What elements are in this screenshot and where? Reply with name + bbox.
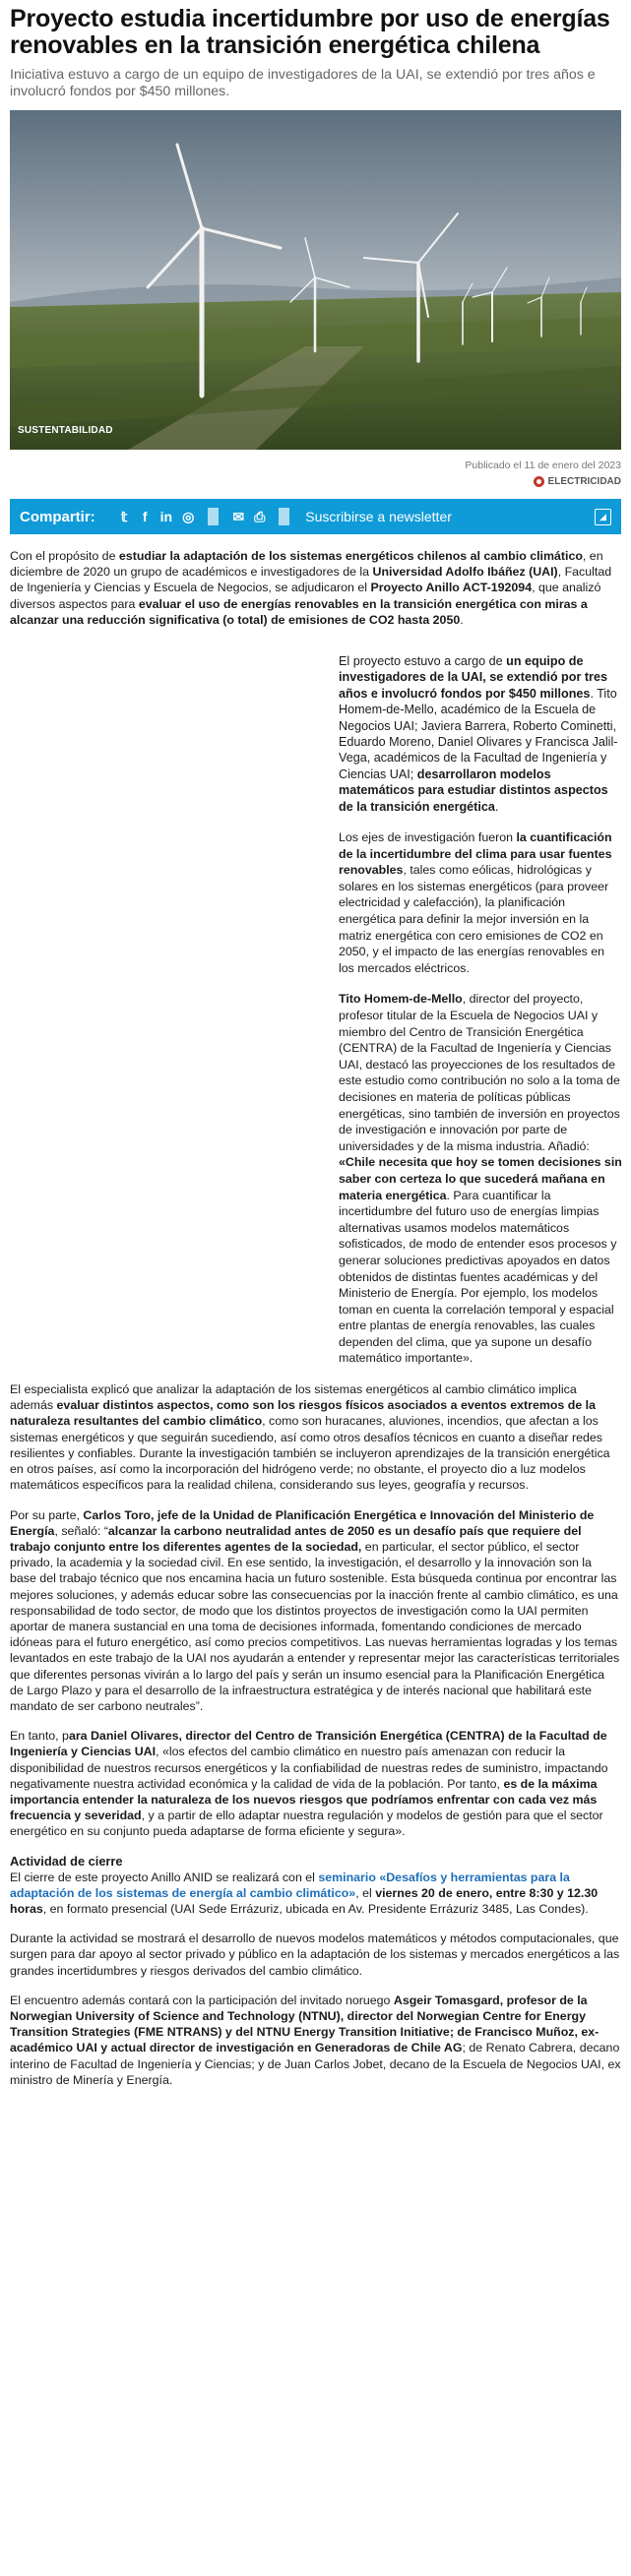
subscribe-newsletter-link[interactable]: Suscribirse a newsletter — [305, 509, 452, 524]
column-paragraph-1: El proyecto estuvo a cargo de un equipo de investigadores de la UAI, se extendió por tres años e involucró fondos por $450 millones. Tito Homem-de-Mello, académico de la Escuela de Negocios UAI; Javiera Barrera, Roberto Cominetti, Eduardo Moreno, Daniel Olivares y Francisca Jalil-Vega, académicos de la Facultad de Ingeniería y Ciencias UAI; desarrollaron modelos matemáticos para estudiar distintos aspectos de la transición energética. — [339, 654, 618, 814]
body-paragraph-7: El encuentro además contará con la participación del invitado noruego Asgeir Tomasgard, profesor de la Norwegian University of Science and Technology (NTNU), director del Norwegian Centre for Energy Transition Strategies (FME NTRANS) y del NTNU Energy Transition Initiative; de Francisco Muñoz, ex-académico UAI y actual director de investigación en Generadoras de Chile AG; de Renato Cabrera, decano interino de Facultad de Ingeniería y Ciencias; y de Juan Carlos Jobet, decano de la Escuela de Negocios UAI, ex ministro de Minería y Energía. — [10, 1993, 621, 2087]
rss-icon[interactable]: ◢ — [595, 509, 611, 525]
category-icon — [534, 476, 544, 487]
body-paragraph-3: Por su parte, Carlos Toro, jefe de la Unidad de Planificación Energética e Innovación del Ministerio de Energía, señaló: “alcanzar la carbono neutralidad antes de 2050 es un desafío país que requiere del trabajo conjunto entre los diferentes agentes de la sociedad, en particular, el sector público, el sector privado, la academia y la sociedad civil. En ese sentido, la investigación, el desarrollo y la innovación son la base del trabajo técnico que nos encamina hacia un futuro sostenible. Esta búsqueda continua por encontrar las mejores soluciones, y además educar sobre las consecuencias por la inacción frente al cambio climático, es una responsabilidad de todo sector, de modo que los distintos proyectos de investigación como la UAI permiten aportar de manera sustancial en una toma de decisiones informada, fomentando condiciones de mercado idóneas para el futuro energético, así como precios competitivos. Las nuevas herramientas logradas y los temas levantados en este trabajo de la UAI nos ayudarán a entender y representar mejor las características territoriales que diferentes personas vivirán a lo largo del país y serán un insumo esencial para la Planificación Energética de Largo Plazo y para el desarrollo de la infraestructura estratégica y de interés nacional que habilitará este mandato de ser carbono neutrales”. — [10, 1507, 620, 1713]
hero-tag: SUSTENTABILIDAD — [18, 425, 113, 436]
column-paragraph-3: Tito Homem-de-Mello, director del proyecto, profesor titular de la Escuela de Negocios UAI y miembro del Centro de Transición Energética (CENTRA) de la Facultad de Ingeniería y Ciencias UAI, destacó las proyecciones de los resultados de este estudio como contribución no solo a la toma de decisiones en materia de políticas públicas energéticas, sino también de inversión en proyectos de investigación e innovación por parte de universidades y de la misma industria. Añadió: «Chile necesita que hoy se tomen decisiones sin saber con certeza lo que sucederá mañana en materia energética. Para cuantificar la incertidumbre del futuro uso de energías limpias alternativas usamos modelos matemáticos sofisticados, de modo de entender esos procesos y generar soluciones predictivas apoyados en datos obtenidos de distintas fuentes académicas y del Ministerio de Energía. Por ejemplo, los modelos toman en cuenta la correlación temporal y espacial entre plantas de energía renovables, las cuales dependen del clima, que ya supone un desafío matemático importante». — [339, 992, 622, 1366]
seminar-link[interactable]: seminario «Desafíos y herramientas para la adaptación de los sistemas de energía al cambio climático» — [10, 1870, 570, 1900]
publish-date: Publicado el 11 de enero del 2023 — [465, 460, 621, 471]
body-paragraph-1: Con el propósito de estudiar la adaptación de los sistemas energéticos chilenos al cambio climático, en diciembre de 2020 un grupo de académicos e investigadores de la Universidad Adolfo Ibáñez (UAI), Facultad de Ingeniería y Ciencias y Escuela de Negocios, se adjudicaron el Proyecto Anillo ACT-192094, que analizó diversos aspectos para evaluar el uso de energías renovables en la transición energética con miras a alcanzar una reducción significativa (o total) de emisiones de CO2 hasta 2050. — [10, 549, 612, 627]
article-lead: Iniciativa estuvo a cargo de un equipo de investigadores de la UAI, se extendió por tres años e involucró fondos por $450 millones. — [10, 67, 596, 99]
facebook-icon[interactable]: f — [142, 509, 148, 524]
print-icon[interactable]: ⎙ — [254, 508, 266, 524]
divider — [279, 508, 289, 525]
hero-image — [10, 110, 621, 450]
body-paragraph-2: El especialista explicó que analizar la adaptación de los sistemas energéticos al cambio climático implica además evaluar distintos aspectos, como son los riesgos físicos asociados a eventos extremos de la naturaleza resultantes del cambio climático, como son huracanes, aluviones, incendios, que afectan a los sistemas energéticos y que seguirán sucediendo, así como otros desafíos técnicos en cuanto a diseñar redes resilientes y confiables. Durante la investigación también se incluyeron aprendizajes de la transición energética en otros países, así como la incorporación del hidrógeno verde; no obstante, el proyecto dio a luz modelos matemáticos específicos para la realidad chilena, considerando sus leyes, geografía y recursos. — [10, 1382, 610, 1493]
body-paragraph-4: En tanto, para Daniel Olivares, director del Centro de Transición Energética (CENTRA) de la Facultad de Ingeniería y Ciencias UAI, «los efectos del cambio climático en nuestro país amenazan con reducir la disponibilidad de nuestros recursos energéticos y la confiabilidad de nuestras redes de suministro, impactando negativamente nuestra actividad económica y la calidad de vida de la población. Por tanto, es de la máxima importancia entender la naturaleza de los nuevos riesgos que podríamos enfrentar con cada vez más frecuencia y severidad, y a partir de ello adaptar nuestra regulación y modelos de gestión para que el sector energético en su conjunto pueda adaptarse de forma eficiente y segura». — [10, 1729, 608, 1839]
email-icon[interactable]: ✉ — [232, 508, 245, 524]
category-text[interactable]: ELECTRICIDAD — [547, 476, 621, 487]
share-label: Compartir: — [20, 508, 95, 525]
linkedin-icon[interactable]: in — [159, 509, 173, 524]
whatsapp-icon[interactable]: ◎ — [182, 508, 195, 524]
section-heading-cierre: Actividad de cierre — [10, 1853, 123, 1869]
twitter-icon[interactable]: 𝕥 — [120, 508, 128, 524]
share-bar — [10, 499, 621, 534]
column-paragraph-2: Los ejes de investigación fueron la cuantificación de la incertidumbre del clima para usar fuentes renovables, tales como eólicas, hidrológicas y solares en los sistemas energéticos (para proveer electricidad y calefacción), la planificación energética para definir la mejor inversión en la matriz energética con cero emisiones de CO2 en 2050, y el impacto de las energías renovables en los mercados eléctricos. — [339, 830, 612, 975]
body-paragraph-6: Durante la actividad se mostrará el desarrollo de nuevos modelos matemáticos y métodos computacionales, que surgen para dar apoyo al sector privado y público en la adaptación de los sistemas y mercados energéticos a las grandes incertidumbres y riesgos derivados del cambio climático. — [10, 1932, 620, 1978]
wind-farm-photo — [10, 110, 621, 450]
divider — [208, 508, 219, 525]
side-column — [339, 653, 622, 1367]
body-paragraph-5: El cierre de este proyecto Anillo ANID se realizará con el seminario «Desafíos y herramientas para la adaptación de los sistemas de energía al cambio climático», el viernes 20 de enero, entre 8:30 y 12.30 horas, en formato presencial (UAI Sede Errázuriz, ubicada en Av. Presidente Errázuriz 3485, Las Condes). — [10, 1870, 599, 1916]
article-title: Proyecto estudia incertidumbre por uso de energías renovables en la transición energética chilena — [10, 5, 610, 59]
category-label[interactable] — [10, 476, 621, 487]
